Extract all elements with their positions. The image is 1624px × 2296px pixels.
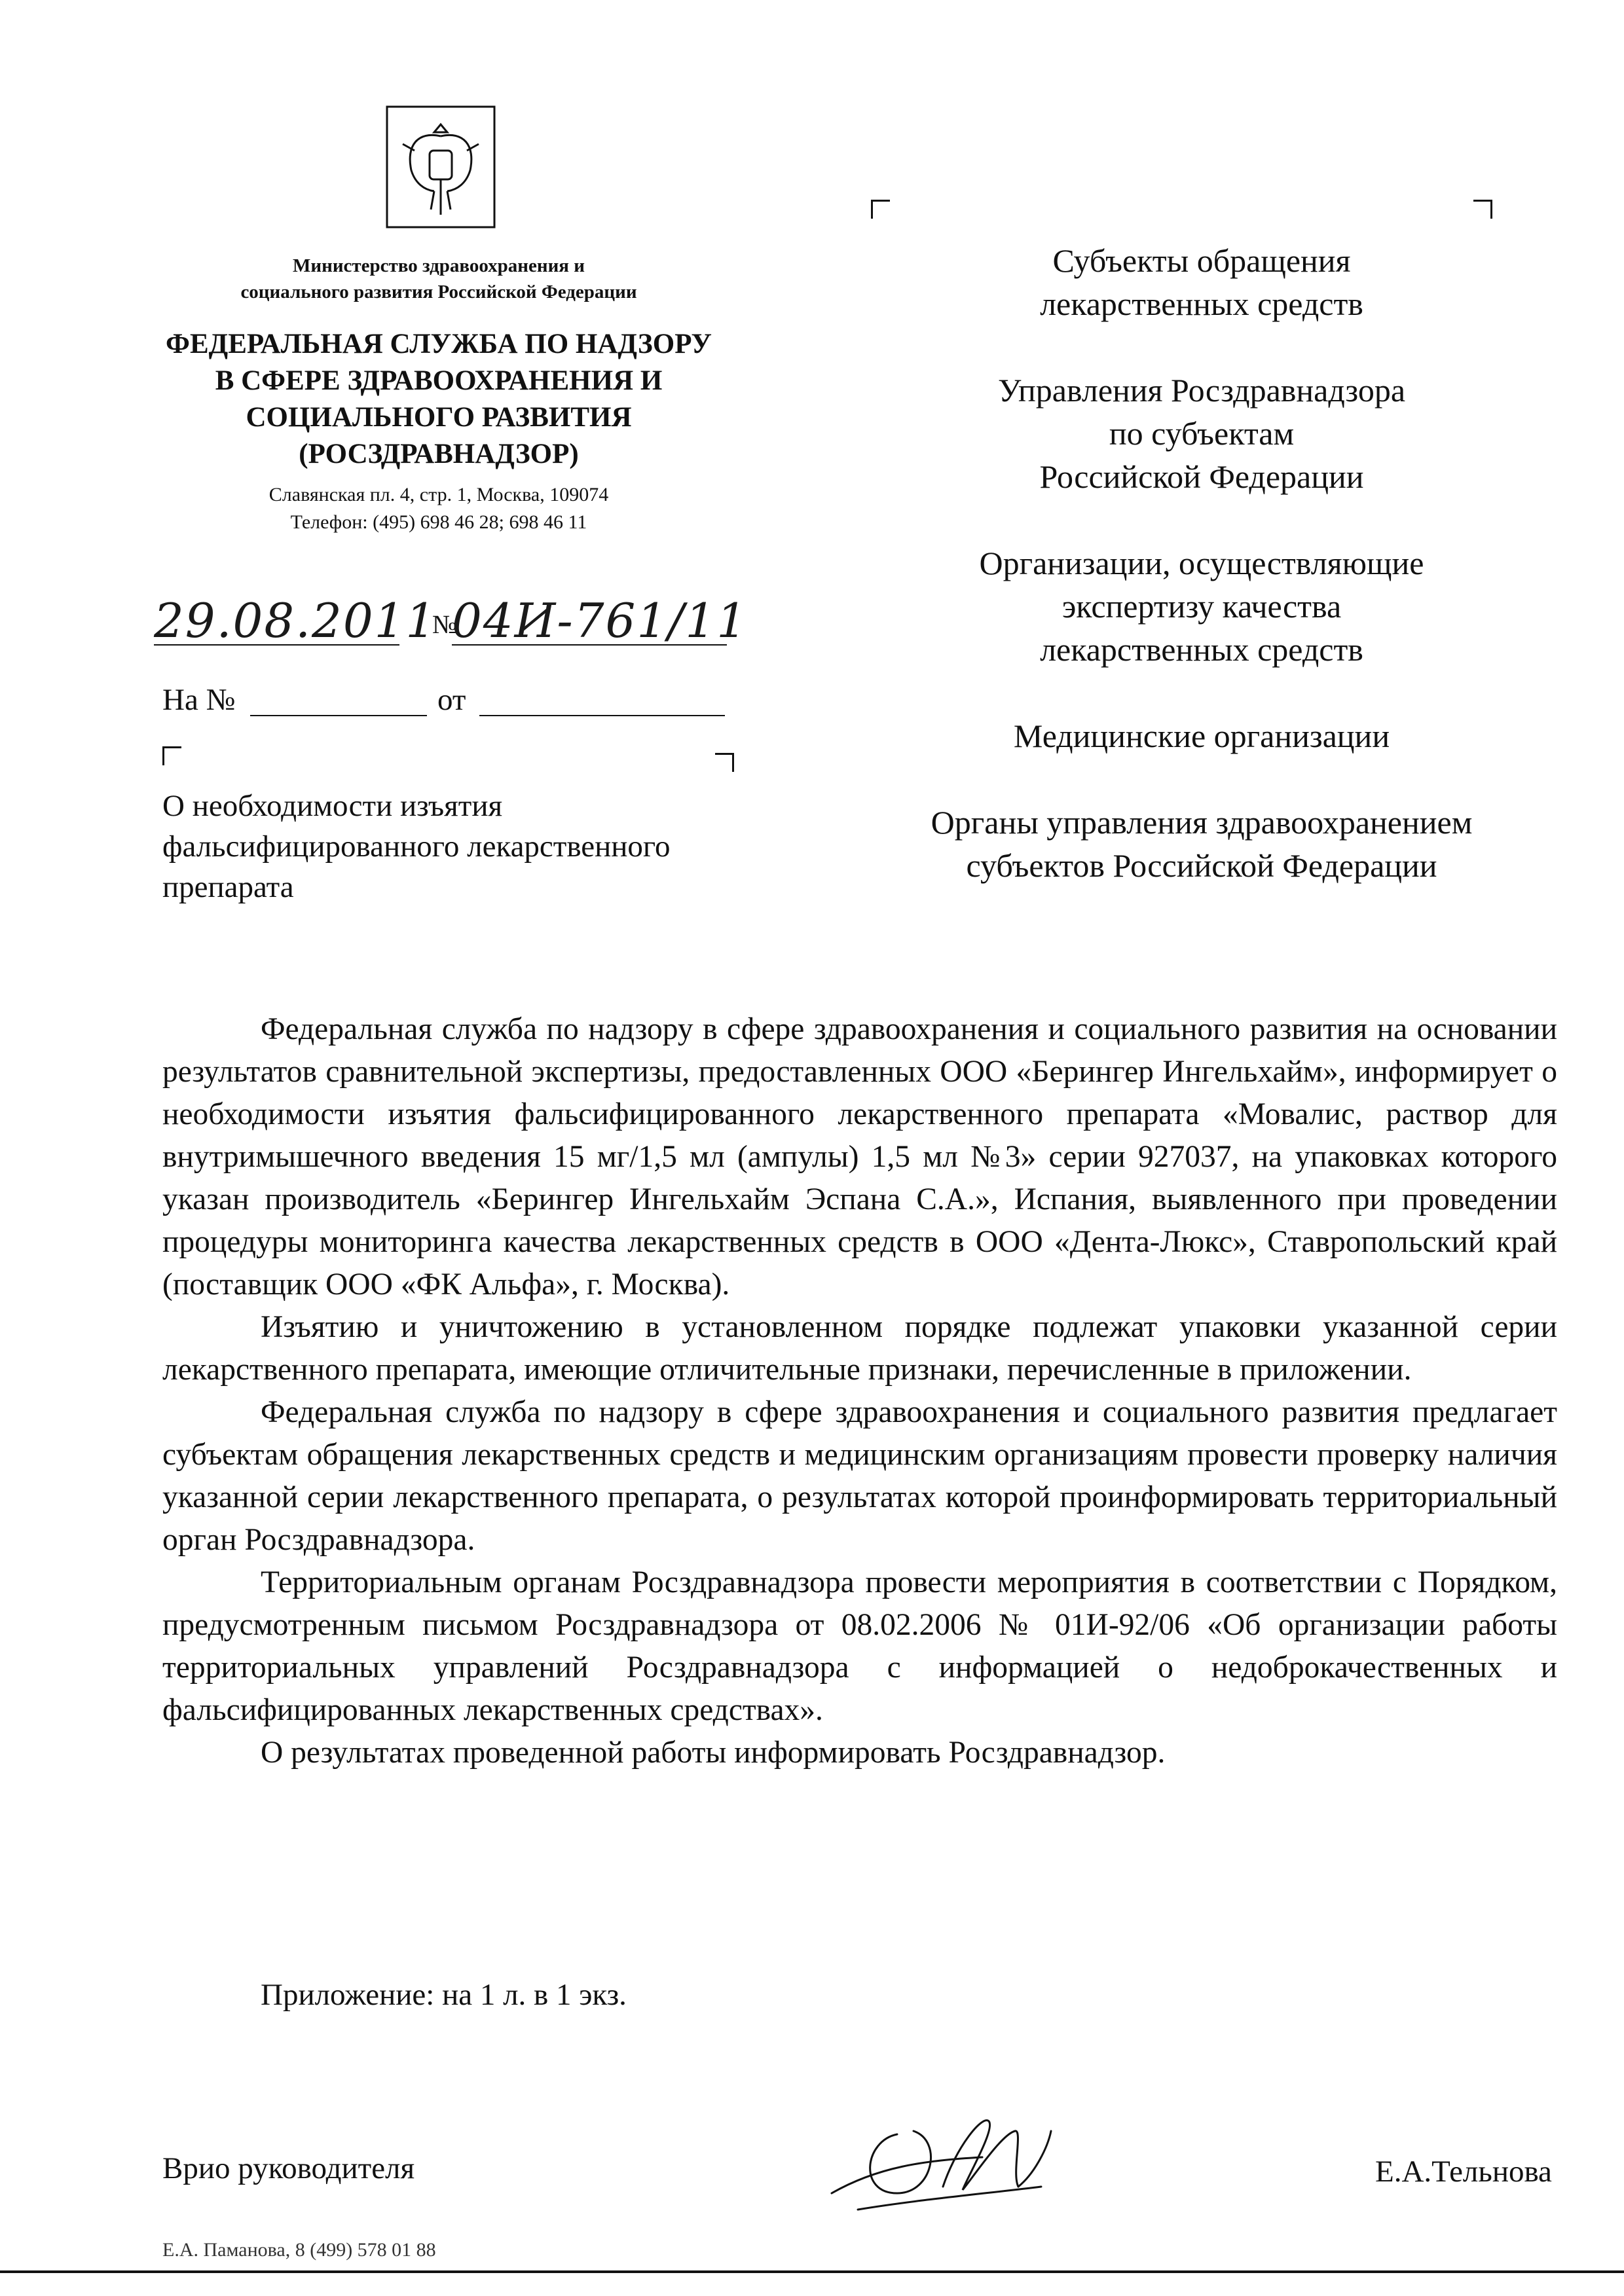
addressee-line: по субъектам (1109, 415, 1295, 452)
ministry-name (147, 253, 730, 305)
ref-date-line (479, 681, 725, 716)
handwritten-signature (819, 2095, 1067, 2219)
executor-contact: Е.А. Паманова, 8 (499) 578 01 88 (162, 2239, 436, 2261)
body-paragraph: Территориальным органам Росздравнадзора провести мероприятия в соответствии с Порядком, предусмотренным письмом Росздравнадзора от 08.02.2006 № 01И-92/06 «Об организации работы территориальных управлений Росздравнадзора с информацией о недоброкачественных и фальсифицированных лекарственных средствах». (162, 1565, 1557, 1727)
bracket-mark (715, 753, 734, 772)
ministry-line: социального развития Российской Федерации (240, 282, 637, 302)
addressee-line: Российской Федерации (1039, 458, 1364, 495)
subject-line: фальсифицированного лекарственного (162, 829, 671, 864)
bracket-mark (871, 200, 890, 219)
addressee-line: Управления Росздравнадзора (997, 372, 1406, 409)
ref-label: На № (162, 683, 236, 717)
addressee-group (858, 369, 1545, 498)
addressee-group (858, 239, 1545, 325)
ministry-line: Министерство здравоохранения и (293, 255, 585, 276)
attachment-note: Приложение: на 1 л. в 1 экз. (261, 1978, 627, 2012)
addressee-line: лекарственных средств (1040, 285, 1363, 322)
letter-body (162, 1008, 1557, 1774)
handwritten-number: 04И-761/11 (452, 593, 748, 648)
agency-address: Славянская пл. 4, стр. 1, Москва, 109074 (268, 484, 609, 505)
addressee-line: лекарственных средств (1040, 631, 1363, 668)
addressee-line: экспертизу качества (1061, 588, 1342, 625)
date-field (154, 593, 437, 648)
agency-contacts (147, 481, 730, 536)
agency-line: В СФЕРЕ ЗДРАВООХРАНЕНИЯ И (215, 365, 663, 396)
page-bottom-rule (0, 2270, 1624, 2273)
signatory-name: Е.А.Тельнова (1375, 2155, 1552, 2189)
addressee-group (858, 541, 1545, 671)
letter-subject (162, 786, 752, 907)
ref-number-line (250, 681, 427, 716)
agency-line: СОЦИАЛЬНОГО РАЗВИТИЯ (246, 402, 632, 433)
body-paragraph: Изъятию и уничтожению в установленном порядке подлежат упаковки указанной серии лекарственного препарата, имеющие отличительные признаки, перечисленные в приложении. (162, 1310, 1557, 1387)
number-sign: № (432, 610, 458, 639)
agency-name (98, 326, 779, 473)
number-field (452, 593, 748, 648)
addressee-block (858, 239, 1545, 930)
addressee-group (858, 714, 1545, 757)
russian-coat-of-arms-icon (385, 105, 496, 229)
addressee-line: субъектов Российской Федерации (966, 847, 1437, 884)
signatory-title: Врио руководителя (162, 2151, 415, 2185)
bracket-mark (162, 746, 181, 765)
agency-line: (РОСЗДРАВНАДЗОР) (299, 439, 579, 469)
bracket-mark (1473, 200, 1492, 219)
subject-line: препарата (162, 870, 294, 904)
addressee-line: Организации, осуществляющие (979, 545, 1424, 581)
body-paragraph: О результатах проведенной работы информировать Росздравнадзор. (261, 1736, 1166, 1770)
addressee-line: Медицинские организации (1013, 718, 1390, 754)
agency-phone: Телефон: (495) 698 46 28; 698 46 11 (290, 511, 587, 533)
addressee-line: Субъекты обращения (1052, 242, 1351, 279)
agency-line: ФЕДЕРАЛЬНАЯ СЛУЖБА ПО НАДЗОРУ (166, 329, 712, 359)
addressee-group (858, 801, 1545, 887)
subject-line: О необходимости изъятия (162, 789, 503, 823)
from-label: от (437, 683, 466, 717)
body-paragraph: Федеральная служба по надзору в сфере здравоохранения и социального развития на основании результатов сравнительной экспертизы, предоставленных ООО «Берингер Ингельхайм», информирует о необходимости изъятия фальсифицированного лекарственного препарата «Мовалис, раствор для внутримышечного введения 15 мг/1,5 мл (ампулы) 1,5 мл №3» серии 927037, на упаковках которого указан производитель «Берингер Ингельхайм Эспана С.А.», Испания, выявленного при проведении процедуры мониторинга качества лекарственных средств в ООО «Дента-Люкс», Ставропольский край (поставщик ООО «ФК Альфа», г. Москва). (162, 1012, 1557, 1302)
body-paragraph: Федеральная служба по надзору в сфере здравоохранения и социального развития предлагает субъектам обращения лекарственных средств и медицинским организациям провести проверку наличия указанной серии лекарственного препарата, о результатах которой проинформировать территориальный орган Росздравнадзора. (162, 1395, 1557, 1557)
addressee-line: Органы управления здравоохранением (931, 804, 1473, 841)
handwritten-date: 29.08.2011 (154, 593, 437, 648)
